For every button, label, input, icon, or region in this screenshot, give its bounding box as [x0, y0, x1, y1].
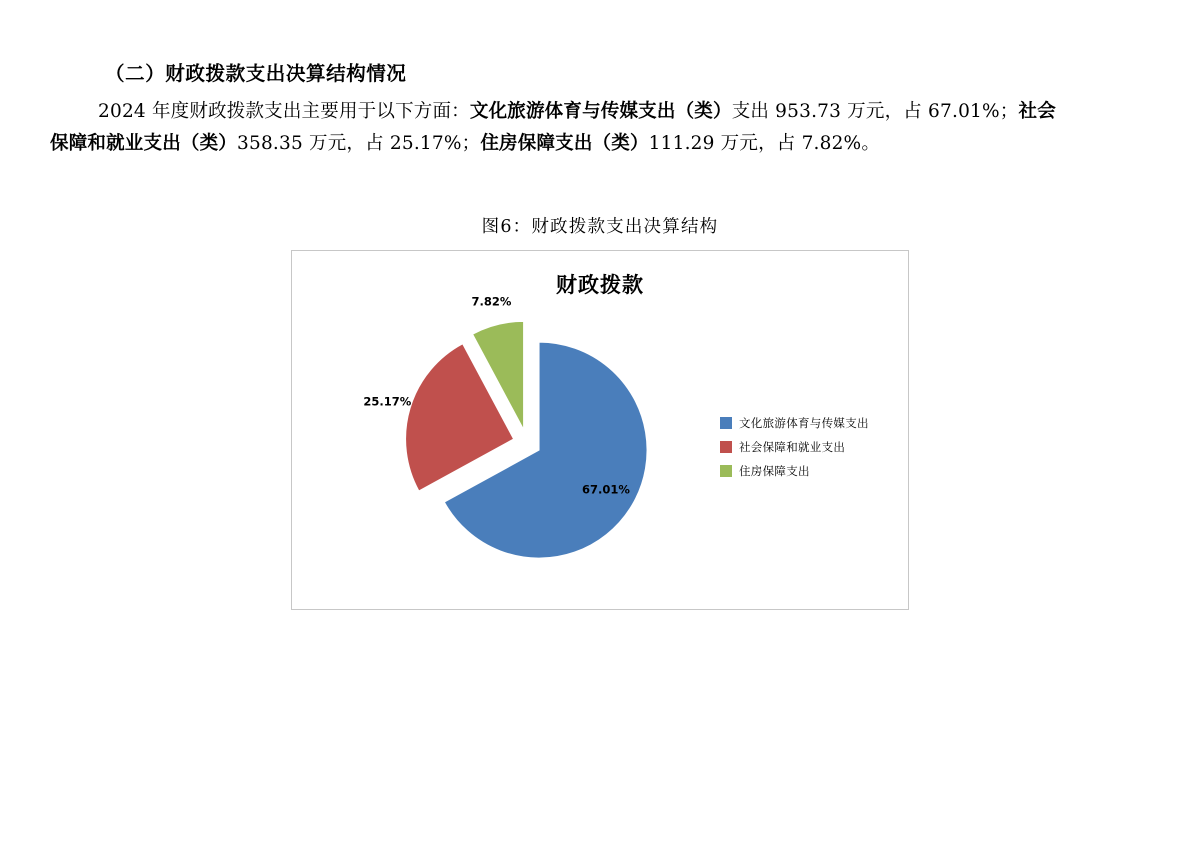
section-paragraph — [50, 96, 1060, 160]
paragraph-bold-1: 文化旅游体育与传媒支出（类） — [469, 101, 732, 122]
legend-label-2: 住房保障支出 — [739, 464, 810, 478]
figure-caption: 图6：财政拨款支出决算结构 — [481, 217, 719, 237]
legend-item-2 — [720, 459, 900, 483]
paragraph-mid-2: 358.35 万元，占 25.17%； — [237, 133, 481, 154]
legend-label-1: 社会保障和就业支出 — [739, 440, 846, 454]
legend-swatch-2 — [720, 465, 732, 477]
pie-chart-container — [291, 250, 909, 610]
pie-data-label-2: 7.82% — [471, 294, 512, 309]
pie-svg — [352, 293, 712, 593]
legend-swatch-0 — [720, 417, 732, 429]
legend-swatch-1 — [720, 441, 732, 453]
paragraph-end: 111.29 万元，占 7.82%。 — [648, 133, 881, 154]
legend-label-0: 文化旅游体育与传媒支出 — [739, 416, 869, 430]
pie-data-label-0: 67.01% — [582, 482, 630, 497]
section-heading: （二）财政拨款支出决算结构情况 — [105, 62, 407, 85]
chart-title: 财政拨款 — [556, 273, 644, 297]
paragraph-prefix: 2024 年度财政拨款支出主要用于以下方面： — [98, 101, 470, 122]
paragraph-bold-3: 住房保障支出（类） — [480, 133, 649, 154]
pie-plot-area — [352, 293, 712, 593]
legend-item-0 — [720, 411, 900, 435]
pie-data-label-1: 25.17% — [363, 394, 412, 409]
chart-legend — [720, 411, 900, 483]
legend-item-1 — [720, 435, 900, 459]
paragraph-bold-2: 社会保障和就业支出（类） — [50, 101, 1056, 154]
paragraph-mid-1: 支出 953.73 万元，占 67.01%； — [731, 101, 1019, 122]
